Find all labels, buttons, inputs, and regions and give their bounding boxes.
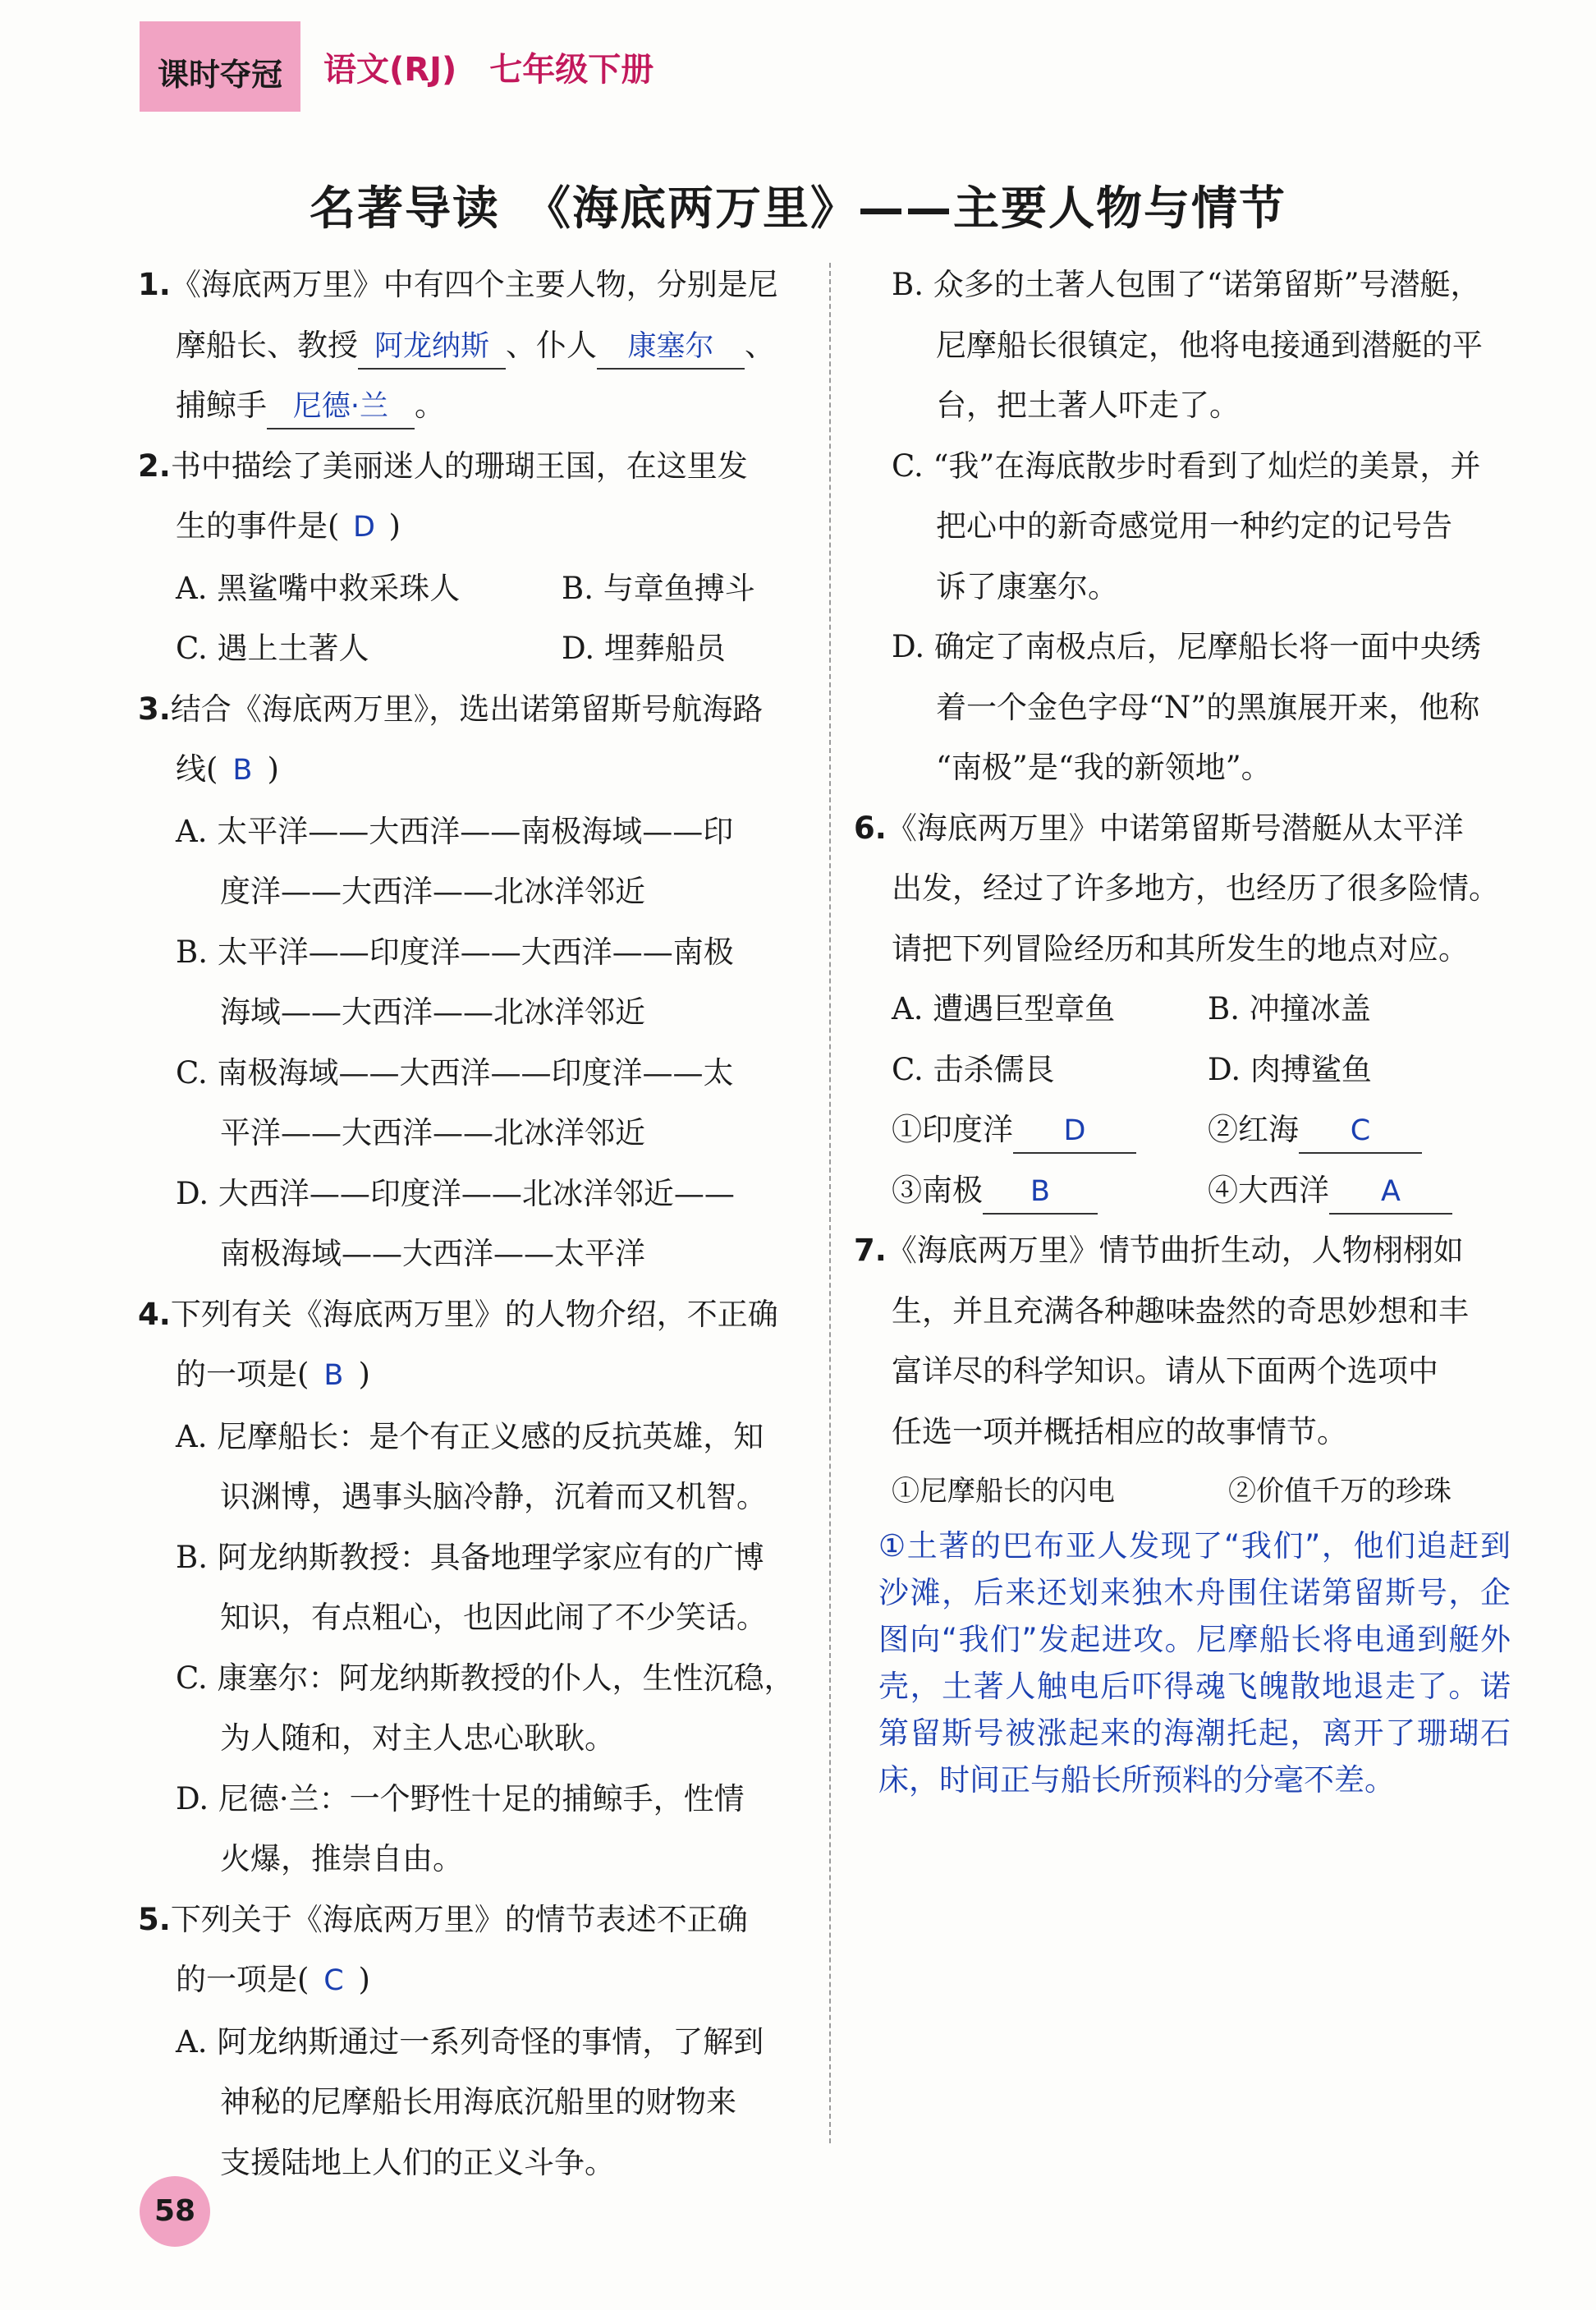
answer-mark: B bbox=[323, 1359, 344, 1392]
question-7: 7.《海底两万里》情节曲折生动，人物栩栩如 生，并且充满各种趣味盎然的奇思妙想和丰 富详尽的科学知识。请从下面两个选项中 任选一项并概括相应的故事情节。 ①尼摩船长的闪电 ②价值千万的珍珠 ①土著的巴布亚人发现了“我们”，他们追赶到沙滩，后来还划来独木舟围住诺第留斯号，企图向“我们”发起进攻。尼摩船长将电通到艇外壳，土著人触电后吓得魂飞魄散地退走了。诺第留斯号被涨起来的海潮托起，离开了珊瑚石床，时间正与船长所预料的分毫不差。 bbox=[854, 1220, 1511, 1803]
option-cont: 南极海域——大西洋——太平洋 bbox=[220, 1236, 645, 1271]
place-label: ②红海 bbox=[1208, 1112, 1299, 1147]
option: C. 击杀儒艮 bbox=[892, 1051, 1055, 1087]
option-cont: 尼摩船长很镇定，他将电接通到潜艇的平 bbox=[936, 327, 1483, 363]
option: C. 康塞尔：阿龙纳斯教授的仆人，生性沉稳， bbox=[176, 1660, 795, 1696]
option-cont: 平洋——大西洋——北冰洋邻近 bbox=[220, 1115, 645, 1150]
option: B. 与章鱼搏斗 bbox=[562, 570, 755, 606]
option: A. 遭遇巨型章鱼 bbox=[892, 991, 1116, 1026]
choice-2: ②价值千万的珍珠 bbox=[1228, 1475, 1452, 1508]
option: B. 太平洋——印度洋——大西洋——南极 bbox=[176, 934, 734, 970]
answer-mark: C bbox=[323, 1964, 344, 1997]
right-column bbox=[854, 255, 1511, 1803]
question-5-cont bbox=[854, 255, 1511, 798]
option: D. 埋葬船员 bbox=[562, 631, 726, 666]
option-cont: 着一个金色字母“N”的黑旗展开来，他称 bbox=[936, 689, 1480, 725]
option: A. 阿龙纳斯通过一系列奇怪的事情，了解到 bbox=[176, 2023, 764, 2060]
left-column bbox=[138, 255, 803, 2193]
option-cont: 为人随和，对主人忠心耿耿。 bbox=[220, 1720, 615, 1756]
answer-mark: B bbox=[232, 754, 253, 787]
option: C. 南极海域——大西洋——印度洋——太 bbox=[176, 1054, 734, 1091]
option-cont: 神秘的尼摩船长用海底沉船里的财物来 bbox=[220, 2084, 736, 2119]
page-number: 58 bbox=[140, 2176, 210, 2247]
option: D. 确定了南极点后，尼摩船长将一面中央绣 bbox=[892, 629, 1481, 664]
option: A. 太平洋——大西洋——南极海域——印 bbox=[176, 813, 734, 849]
option: D. 肉搏鲨鱼 bbox=[1208, 1051, 1372, 1087]
handwritten-answer[interactable]: ①土著的巴布亚人发现了“我们”，他们追赶到沙滩，后来还划来独木舟围住诺第留斯号，企图向“我们”发起进攻。尼摩船长将电通到艇外壳，土著人触电后吓得魂飞魄散地退走了。诺第留斯号被涨起来的海潮托起，离开了珊瑚石床，时间正与船长所预料的分毫不差。 bbox=[878, 1527, 1511, 1798]
option-cont: 识渊博，遇事头脑冷静，沉着而又机智。 bbox=[220, 1479, 767, 1514]
option: B. 众多的土著人包围了“诺第留斯”号潜艇， bbox=[892, 267, 1481, 302]
option: A. 黑鲨嘴中救采珠人 bbox=[176, 570, 461, 606]
place-label: ④大西洋 bbox=[1208, 1172, 1329, 1208]
place-label: ③南极 bbox=[892, 1172, 983, 1208]
option: A. 尼摩船长：是个有正义感的反抗英雄，知 bbox=[176, 1418, 764, 1454]
option: B. 阿龙纳斯教授：具备地理学家应有的广博 bbox=[176, 1539, 764, 1575]
option-cont: 海域——大西洋——北冰洋邻近 bbox=[220, 994, 645, 1030]
option-cont: 火爆，推崇自由。 bbox=[220, 1841, 463, 1876]
option: D. 大西洋——印度洋——北冰洋邻近—— bbox=[176, 1175, 735, 1211]
answer-blank[interactable]: A bbox=[1329, 1169, 1452, 1215]
place-label: ①印度洋 bbox=[892, 1112, 1013, 1147]
option: C. 遇上土著人 bbox=[176, 631, 369, 666]
subject-label: 语文(RJ) 七年级下册 bbox=[323, 50, 654, 89]
option-cont: 度洋——大西洋——北冰洋邻近 bbox=[220, 874, 645, 909]
option: B. 冲撞冰盖 bbox=[1208, 991, 1371, 1026]
choice-1: ①尼摩船长的闪电 bbox=[892, 1475, 1115, 1508]
option-cont: 支援陆地上人们的正义斗争。 bbox=[220, 2144, 615, 2180]
question-6: 6.《海底两万里》中诺第留斯号潜艇从太平洋 出发，经过了许多地方，也经历了很多险情。 请把下列冒险经历和其所发生的地点对应。 A. 遭遇巨型章鱼 B. 冲撞冰盖 C. 击杀儒艮 D. 肉搏鲨鱼 ①印度洋 D ②红海 C ③南极 B ④大西洋 A bbox=[854, 798, 1511, 1221]
option-cont: 诉了康塞尔。 bbox=[936, 568, 1118, 604]
column-divider bbox=[829, 263, 831, 2143]
question-4: 4.下列有关《海底两万里》的人物介绍，不正确 的一项是( B ) A. 尼摩船长：是个有正义感的反抗英雄，知 识渊博，遇事头脑冷静，沉着而又机智。 B. 阿龙纳斯教授：具备地理学家应有的广博 知识，有点粗心，也因此闹了不少笑话。 C. 康塞尔：阿龙纳斯教授的仆人，生性沉稳， 为人随和，对主人忠心耿耿。 D. 尼德·兰：一个野性十足的捕鲸手，性情 火爆，推崇自由。 bbox=[138, 1284, 803, 1890]
page-title: 名著导读 《海底两万里》——主要人物与情节 bbox=[310, 182, 1286, 236]
option: D. 尼德·兰：一个野性十足的捕鲸手，性情 bbox=[176, 1780, 745, 1816]
question-5: 5.下列关于《海底两万里》的情节表述不正确 的一项是( C ) A. 阿龙纳斯通过一系列奇怪的事情，了解到 神秘的尼摩船长用海底沉船里的财物来 支援陆地上人们的正义斗争。 bbox=[138, 1890, 803, 2193]
option-cont: “南极”是“我的新领地”。 bbox=[936, 750, 1272, 785]
answer-blank[interactable]: 尼德·兰 bbox=[267, 384, 415, 429]
option-cont: 台，把土著人吓走了。 bbox=[936, 388, 1240, 423]
option: C. “我”在海底散步时看到了灿烂的美景，并 bbox=[892, 448, 1481, 484]
question-3: 3.结合《海底两万里》，选出诺第留斯号航海路 线( B ) A. 太平洋——大西洋——南极海域——印 度洋——大西洋——北冰洋邻近 B. 太平洋——印度洋——大西洋——南极 海域——大西洋——北冰洋邻近 C. 南极海域——大西洋——印度洋——太 平洋——大西洋——北冰洋邻近 D. 大西洋——印度洋——北冰洋邻近—— 南极海域——大西洋——太平洋 bbox=[138, 679, 803, 1284]
answer-blank[interactable]: C bbox=[1299, 1109, 1422, 1154]
brand-label: 课时夺冠 bbox=[140, 21, 300, 112]
answer-mark: D bbox=[352, 511, 375, 544]
header bbox=[140, 21, 654, 112]
answer-blank[interactable]: 阿龙纳斯 bbox=[358, 324, 506, 370]
option-cont: 知识，有点粗心，也因此闹了不少笑话。 bbox=[220, 1600, 767, 1635]
question-1: 1.《海底两万里》中有四个主要人物，分别是尼 摩船长、教授 阿龙纳斯 、仆人 康塞尔 、 捕鲸手 尼德·兰 。 bbox=[138, 255, 803, 436]
answer-blank[interactable]: D bbox=[1013, 1109, 1136, 1154]
question-2: 2.书中描绘了美丽迷人的珊瑚王国，在这里发 生的事件是( D ) A. 黑鲨嘴中救采珠人 B. 与章鱼搏斗 C. 遇上土著人 D. 埋葬船员 bbox=[138, 436, 803, 679]
answer-blank[interactable]: B bbox=[983, 1169, 1098, 1215]
answer-blank[interactable]: 康塞尔 bbox=[597, 324, 745, 370]
option-cont: 把心中的新奇感觉用一种约定的记号告 bbox=[936, 508, 1452, 544]
